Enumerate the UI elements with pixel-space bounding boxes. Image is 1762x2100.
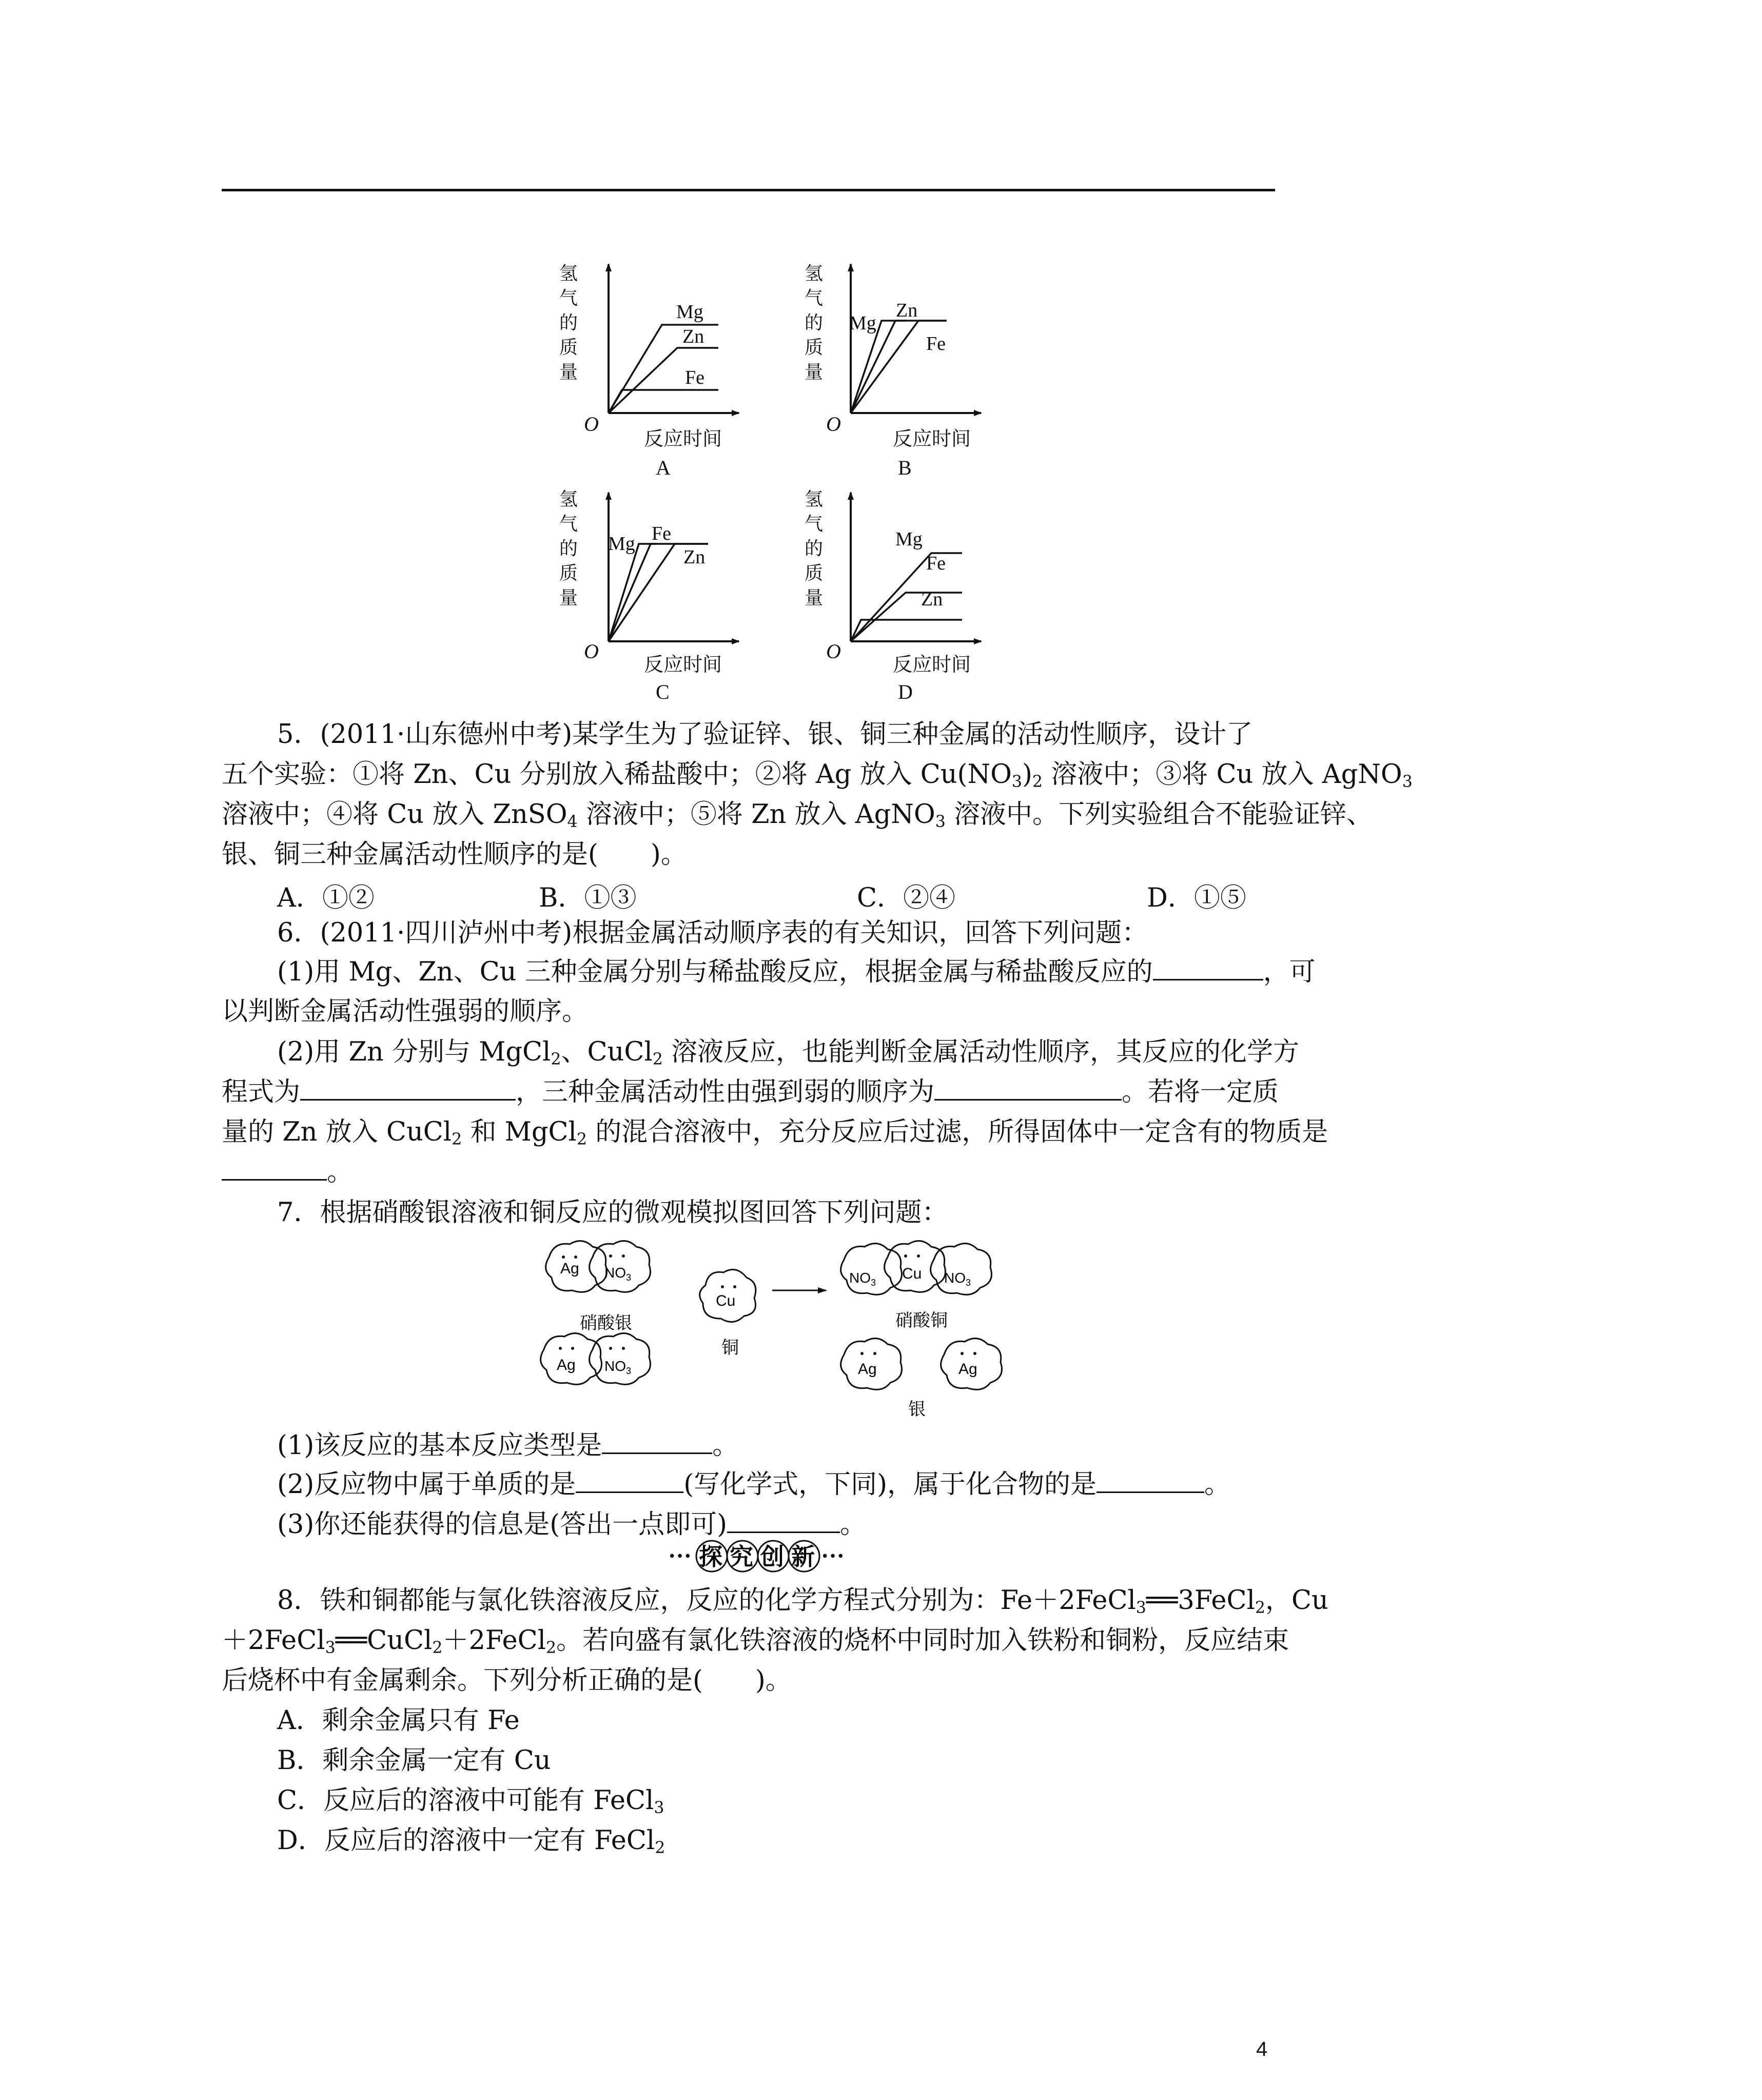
graph-letter: D xyxy=(898,680,913,703)
graph-d xyxy=(805,489,981,703)
y-char: 量 xyxy=(559,362,578,382)
origin-label: O xyxy=(584,640,599,663)
q6-line-1: 6．(2011·四川泸州中考)根据金属活动顺序表的有关知识，回答下列问题： xyxy=(277,918,1148,948)
q8-option-b[interactable]: B．剩余金属一定有 Cu xyxy=(277,1745,551,1776)
graph-letter: A xyxy=(656,456,671,479)
y-char: 氢 xyxy=(559,489,578,509)
series-label-fe: Fe xyxy=(926,333,946,355)
option-a[interactable]: A．①② xyxy=(277,883,375,913)
y-char: 量 xyxy=(805,362,824,382)
answer-blank[interactable] xyxy=(934,1078,1122,1101)
q7-line-1: 7．根据硝酸银溶液和铜反应的微观模拟图回答下列问题： xyxy=(277,1198,948,1228)
graph-letter: B xyxy=(898,456,912,479)
no3-label: $NO_3$ xyxy=(944,1270,971,1288)
q8-line-1: 8．铁和铜都能与氯化铁溶液反应，反应的化学方程式分别为：Fe＋2FeCl$_3$══3FeCl$_2$，Cu xyxy=(277,1585,1328,1617)
q8-option-d[interactable]: D．反应后的溶液中一定有 FeCl$_2$ xyxy=(277,1826,665,1857)
q7-sub-1: (1)该反应的基本反应类型是 。 xyxy=(277,1430,739,1461)
q5-line-4: 银、铜三种金属活动性顺序的是( )。 xyxy=(222,839,687,870)
q8-option-a[interactable]: A．剩余金属只有 Fe xyxy=(277,1705,520,1736)
no3-label: $NO_3$ xyxy=(849,1270,876,1288)
cu-label: Cu xyxy=(716,1292,736,1309)
origin-label: O xyxy=(826,640,841,663)
q5-line-1: 5．(2011·山东德州中考)某学生为了验证锌、银、铜三种金属的活动性顺序，设计了 xyxy=(277,719,1253,750)
option-c[interactable]: C．②④ xyxy=(857,883,956,913)
ag-label: Ag xyxy=(858,1361,877,1378)
q5-line-3: 溶液中；④将 Cu 放入 ZnSO$_4$ 溶液中；⑤将 Zn 放入 AgNO$_3$ 溶液中。下列实验组合不能验证锌、 xyxy=(222,799,1373,831)
reaction-diagram xyxy=(539,1237,1042,1421)
series-label-mg: Mg xyxy=(849,312,876,334)
q6-line-3: 以判断金属活动性强弱的顺序。 xyxy=(222,996,589,1027)
y-char: 量 xyxy=(805,587,824,608)
answer-blank[interactable] xyxy=(576,1471,683,1493)
silver-nitrate-molecule xyxy=(546,1241,651,1292)
option-b[interactable]: B．①③ xyxy=(539,883,637,913)
ag-label: Ag xyxy=(560,1260,579,1277)
y-char: 的 xyxy=(805,312,824,333)
x-axis-label: 反应时间 xyxy=(644,654,722,676)
no3-label: $NO_3$ xyxy=(604,1265,632,1283)
series-label-fe: Fe xyxy=(652,523,671,544)
no3-label: $NO_3$ xyxy=(604,1358,632,1376)
banner-char: 探 xyxy=(699,1543,722,1571)
q7-sub-2: (2)反应物中属于单质的是 (写化学式，下同)，属于化合物的是 。 xyxy=(277,1469,1231,1500)
y-char: 气 xyxy=(559,288,578,308)
series-label-zn: Zn xyxy=(921,588,943,610)
answer-blank[interactable] xyxy=(1097,1471,1204,1493)
banner-dots-right: ••• xyxy=(821,1549,845,1564)
y-char: 气 xyxy=(559,514,578,534)
y-char: 量 xyxy=(559,587,578,608)
graph-c xyxy=(559,489,739,703)
cu-label: Cu xyxy=(902,1265,922,1282)
q6-line-6: 量的 Zn 放入 CuCl$_2$ 和 MgCl$_2$ 的混合溶液中，充分反应后过滤，所得固体中一定含有的物质是 xyxy=(222,1117,1328,1149)
y-char: 质 xyxy=(559,563,578,583)
fe-line xyxy=(609,390,718,413)
q6-line-7: 。 xyxy=(222,1156,1707,1189)
series-label-zn: Zn xyxy=(683,546,706,568)
answer-blank[interactable] xyxy=(1153,958,1263,980)
banner-char: 究 xyxy=(730,1543,753,1571)
silver-atoms xyxy=(841,1339,1002,1390)
section-banner xyxy=(667,1538,845,1574)
hydrogen-graphs xyxy=(0,0,1485,718)
graph-letter: C xyxy=(656,680,670,703)
banner-char: 新 xyxy=(791,1543,815,1571)
answer-blank[interactable] xyxy=(300,1078,516,1101)
fe-line xyxy=(851,593,962,641)
series-label-fe: Fe xyxy=(685,367,704,388)
graph-c-y-label xyxy=(559,489,582,608)
y-char: 的 xyxy=(559,538,578,559)
banner-char: 创 xyxy=(760,1543,784,1571)
answer-blank[interactable] xyxy=(222,1159,327,1181)
origin-label: O xyxy=(826,413,841,436)
ag-label: Ag xyxy=(958,1361,977,1378)
y-char: 气 xyxy=(805,288,824,308)
graph-b-y-label xyxy=(805,263,828,382)
answer-blank[interactable] xyxy=(602,1432,712,1454)
silver-nitrate-label: 硝酸银 xyxy=(580,1313,632,1333)
q6-line-4: (2)用 Zn 分别与 MgCl$_2$、CuCl$_2$ 溶液反应，也能判断金属活动性顺序，其反应的化学方 xyxy=(277,1037,1300,1069)
page-number: 4 xyxy=(1256,2038,1268,2060)
silver-nitrate-molecule xyxy=(541,1333,651,1385)
y-char: 的 xyxy=(559,312,578,333)
q6-line-5: 程式为 ，三种金属活动性由强到弱的顺序为 。若将一定质 xyxy=(222,1077,1279,1107)
graph-a-y-label xyxy=(559,263,582,382)
y-char: 质 xyxy=(559,337,578,358)
series-label-mg: Mg xyxy=(895,528,923,550)
x-axis-label: 反应时间 xyxy=(893,428,971,450)
x-axis-label: 反应时间 xyxy=(893,654,971,676)
y-char: 的 xyxy=(805,538,824,559)
q7-sub-3: (3)你还能获得的信息是(答出一点即可) 。 xyxy=(277,1509,867,1540)
silver-label: 银 xyxy=(908,1400,926,1419)
answer-blank[interactable] xyxy=(727,1511,840,1533)
y-char: 氢 xyxy=(805,263,824,284)
q8-option-c[interactable]: C．反应后的溶液中可能有 FeCl$_3$ xyxy=(277,1785,664,1817)
origin-label: O xyxy=(584,413,599,436)
series-label-mg: Mg xyxy=(676,301,703,323)
ag-label: Ag xyxy=(557,1357,576,1373)
copper-nitrate-label: 硝酸铜 xyxy=(895,1311,948,1330)
q6-line-2: (1)用 Mg、Zn、Cu 三种金属分别与稀盐酸反应，根据金属与稀盐酸反应的 ，可 xyxy=(277,957,1316,987)
mg-line xyxy=(851,321,906,413)
q8-line-2: ＋2FeCl$_3$══CuCl$_2$＋2FeCl$_2$。若向盛有氯化铁溶液的烧杯中同时加入铁粉和铜粉，反应结束 xyxy=(222,1625,1289,1657)
x-axis-label: 反应时间 xyxy=(644,428,722,450)
banner-dots-left: ••• xyxy=(668,1549,692,1564)
copper-label: 铜 xyxy=(721,1338,739,1358)
copper-atom xyxy=(700,1269,756,1358)
q8-line-3: 后烧杯中有金属剩余。下列分析正确的是( )。 xyxy=(222,1665,792,1696)
graph-a xyxy=(559,263,739,479)
y-char: 气 xyxy=(805,514,824,534)
q5-options xyxy=(277,876,1283,913)
graph-d-y-label xyxy=(805,489,828,608)
y-char: 氢 xyxy=(559,263,578,284)
option-d[interactable]: D．①⑤ xyxy=(1147,883,1246,913)
series-label-zn: Zn xyxy=(896,300,918,321)
series-label-mg: Mg xyxy=(608,533,635,555)
copper-nitrate-molecule xyxy=(841,1241,992,1295)
y-char: 氢 xyxy=(805,489,824,509)
graph-b xyxy=(805,263,981,479)
y-char: 质 xyxy=(805,563,824,583)
q5-line-2: 五个实验：①将 Zn、Cu 分别放入稀盐酸中；②将 Ag 放入 $Cu(NO_3)_2$ 溶液中；③将 Cu 放入 AgNO$_3$ xyxy=(222,759,1413,791)
series-label-fe: Fe xyxy=(926,553,946,574)
series-label-zn: Zn xyxy=(682,326,704,347)
y-char: 质 xyxy=(805,337,824,358)
